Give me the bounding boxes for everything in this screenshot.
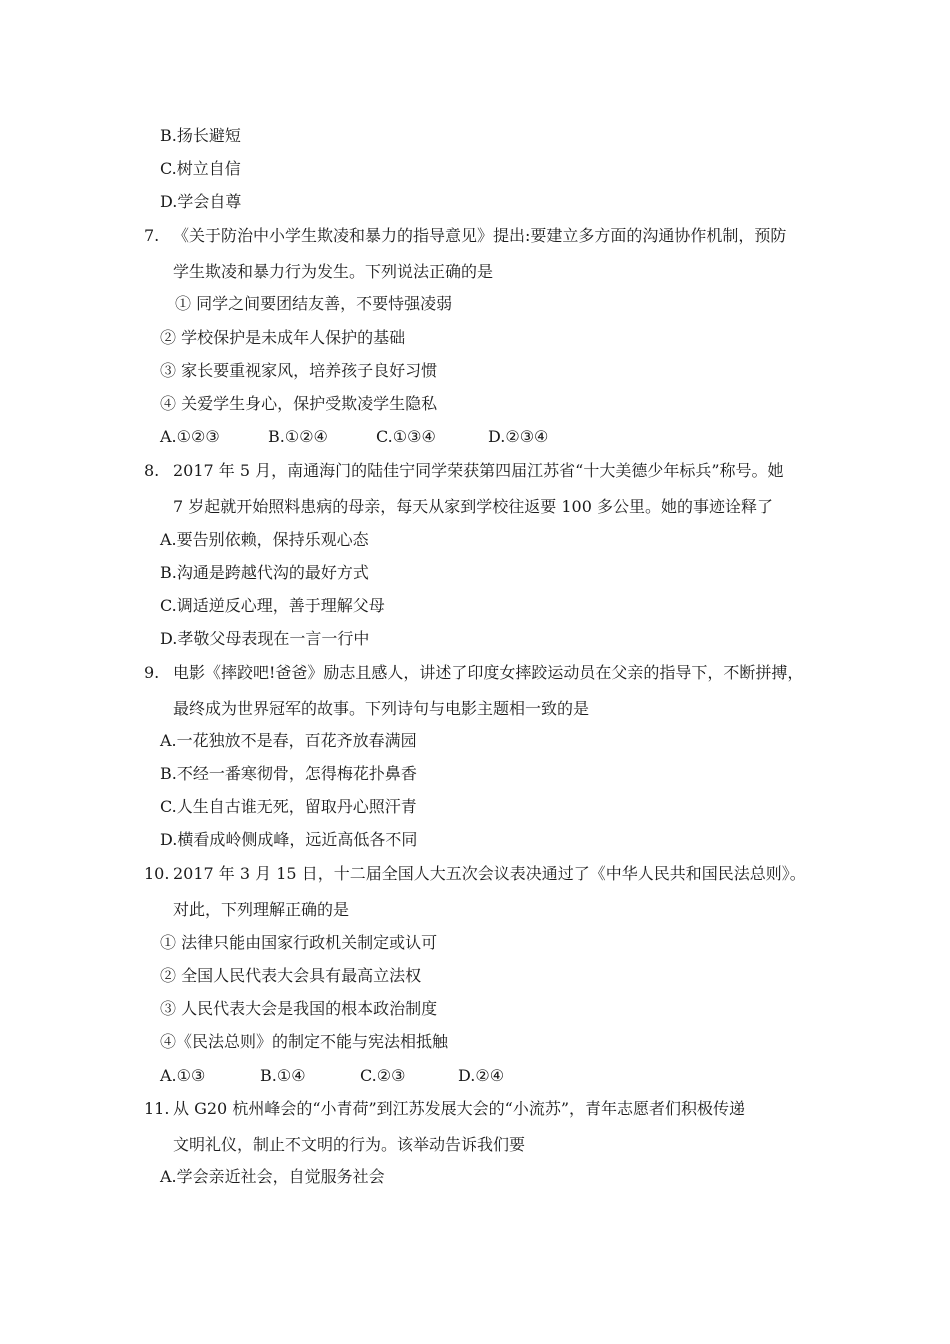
q7-stem-line-1: 《关于防治中小学生欺凌和暴力的指导意见》提出:要建立多方面的沟通协作机制，预防 (173, 226, 787, 245)
q7-stem-line-2: 学生欺凌和暴力行为发生。下列说法正确的是 (173, 262, 494, 281)
q8-option-b: B.沟通是跨越代沟的最好方式 (160, 563, 369, 582)
q7-item-2: ② 学校保护是未成年人保护的基础 (160, 328, 406, 347)
q10-option-b: B.①④ (260, 1066, 306, 1085)
q7-item-3: ③ 家长要重视家风，培养孩子良好习惯 (160, 361, 438, 380)
q7-item-1: ① 同学之间要团结友善，不要恃强凌弱 (175, 294, 453, 313)
q8-option-c: C.调适逆反心理，善于理解父母 (160, 596, 385, 615)
q8-option-a: A.要告别依赖，保持乐观心态 (160, 530, 369, 549)
q11-stem-line-1: 从 G20 杭州峰会的“小青荷”到江苏发展大会的“小流苏”，青年志愿者们积极传递 (173, 1099, 746, 1118)
q9-option-c: C.人生自古谁无死，留取丹心照汗青 (160, 797, 417, 816)
q8-stem-line-2: 7 岁起就开始照料患病的母亲，每天从家到学校往返要 100 多公里。她的事迹诠释了 (173, 497, 773, 516)
q10-item-4: ④《民法总则》的制定不能与宪法相抵触 (160, 1032, 449, 1051)
q10-item-3: ③ 人民代表大会是我国的根本政治制度 (160, 999, 438, 1018)
q10-stem-line-1: 2017 年 3 月 15 日，十二届全国人大五次会议表决通过了《中华人民共和国民法总则》。 (173, 864, 806, 883)
q11-number: 11. (144, 1099, 170, 1118)
q7-option-c: C.①③④ (376, 427, 436, 446)
q7-option-d: D.②③④ (488, 427, 549, 446)
q11-stem-line-2: 文明礼仪，制止不文明的行为。该举动告诉我们要 (173, 1135, 526, 1154)
q7-item-4: ④ 关爱学生身心，保护受欺凌学生隐私 (160, 394, 438, 413)
q9-stem-line-1: 电影《摔跤吧!爸爸》励志且感人，讲述了印度女摔跤运动员在父亲的指导下，不断拼搏， (173, 663, 804, 682)
q9-option-b: B.不经一番寒彻骨，怎得梅花扑鼻香 (160, 764, 417, 783)
q10-option-c: C.②③ (360, 1066, 406, 1085)
q7-number: 7. (144, 226, 160, 245)
q10-option-d: D.②④ (458, 1066, 505, 1085)
q10-option-a: A.①③ (160, 1066, 206, 1085)
q7-options-row (160, 427, 548, 447)
q10-number: 10. (144, 864, 170, 883)
q10-item-1: ① 法律只能由国家行政机关制定或认可 (160, 933, 438, 952)
q9-stem-line-2: 最终成为世界冠军的故事。下列诗句与电影主题相一致的是 (173, 699, 590, 718)
q9-option-a: A.一花独放不是春，百花齐放春满园 (160, 731, 417, 750)
q6-option-d: D.学会自尊 (160, 192, 242, 211)
q10-item-2: ② 全国人民代表大会具有最高立法权 (160, 966, 422, 985)
q7-option-a: A.①②③ (160, 427, 220, 446)
q10-stem-line-2: 对此，下列理解正确的是 (173, 900, 350, 919)
q8-option-d: D.孝敬父母表现在一言一行中 (160, 629, 370, 648)
q7-option-b: B.①②④ (268, 427, 328, 446)
q10-options-row (160, 1066, 504, 1086)
q11-option-a: A.学会亲近社会，自觉服务社会 (160, 1167, 385, 1186)
q6-option-c: C.树立自信 (160, 159, 241, 178)
q9-option-d: D.横看成岭侧成峰，远近高低各不同 (160, 830, 418, 849)
q6-option-b: B.扬长避短 (160, 126, 241, 145)
q9-number: 9. (144, 663, 160, 682)
q8-stem-line-1: 2017 年 5 月，南通海门的陆佳宁同学荣获第四届江苏省“十大美德少年标兵”称号。她 (173, 461, 784, 480)
q8-number: 8. (144, 461, 160, 480)
